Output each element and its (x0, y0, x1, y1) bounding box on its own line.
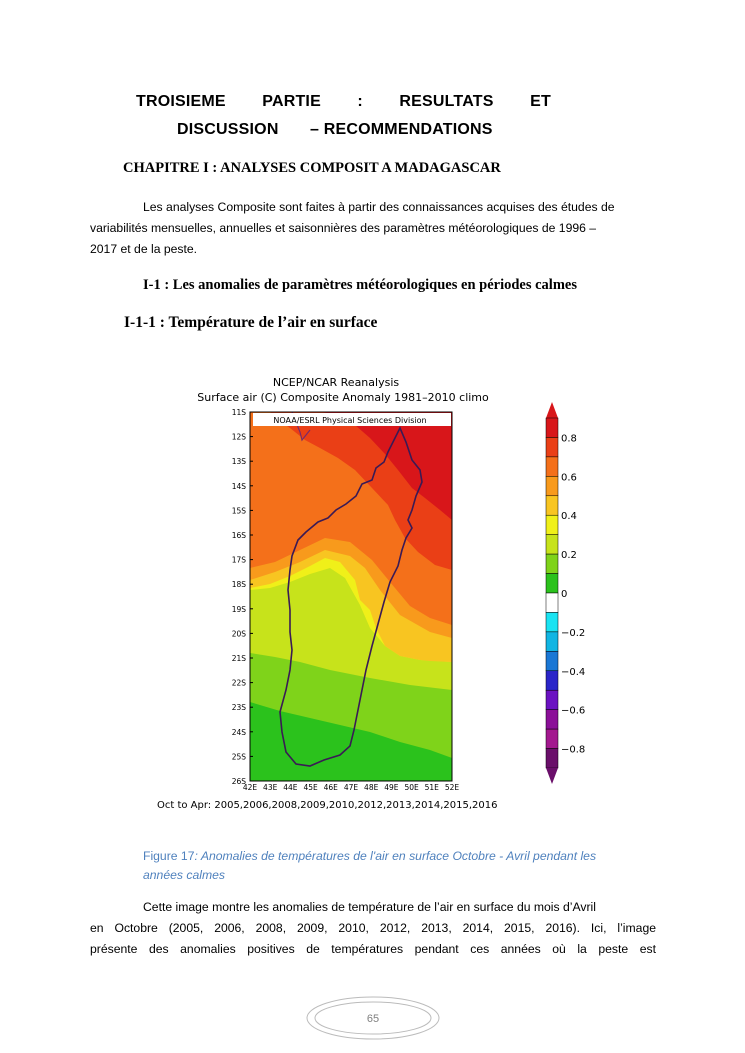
colorbar-top-arrow (546, 402, 558, 418)
figure-title-line1: NCEP/NCAR Reanalysis (272, 376, 400, 389)
colorbar-segment (546, 418, 558, 437)
body-line-2: en Octobre (2005, 2006, 2008, 2009, 2010, 2012, 2013, 2014, 2015, 2016). Ici, l’image (90, 921, 656, 935)
lon-label: 48E (364, 783, 379, 792)
caption-label: Figure 17 (143, 849, 195, 863)
part-heading-line2-left: DISCUSSION (177, 121, 279, 138)
colorbar-segment (546, 729, 558, 748)
colorbar-label: 0 (561, 589, 568, 600)
figure-credit: NOAA/ESRL Physical Sciences Division (273, 416, 427, 425)
lon-label: 44E (283, 783, 298, 792)
colorbar-label: −0.8 (561, 744, 586, 756)
lat-label: 18S (231, 580, 246, 590)
body-line-3: présente des anomalies positives de températures pendant ces années où la peste est (90, 942, 656, 956)
lat-label: 13S (231, 457, 246, 467)
colorbar-label: −0.4 (561, 666, 586, 678)
lat-label: 22S (231, 678, 246, 688)
heading-word-5: ET (530, 93, 551, 110)
heading-word-1: TROISIEME (136, 93, 226, 110)
figure-title-line2: Surface air (C) Composite Anomaly 1981–2010 climo (197, 391, 489, 404)
colorbar-segment (546, 632, 558, 651)
colorbar-segment (546, 457, 558, 476)
lat-label: 24S (231, 727, 246, 737)
heading-word-4: RESULTATS (399, 93, 494, 110)
lon-label: 51E (424, 783, 439, 792)
lat-label: 23S (231, 703, 246, 713)
lat-label: 12S (231, 432, 246, 442)
section-title: I-1 : Les anomalies de paramètres météorologiques en périodes calmes (143, 277, 577, 293)
lat-label: 15S (231, 506, 246, 516)
lat-label: 17S (231, 555, 246, 565)
colorbar-segment (546, 535, 558, 554)
colorbar-segment (546, 593, 558, 612)
figure-caption (143, 847, 663, 885)
colorbar-segment (546, 651, 558, 670)
colorbar-label: 0.6 (561, 472, 577, 484)
chapter-title: CHAPITRE I : ANALYSES COMPOSIT A MADAGASCAR (123, 160, 501, 176)
lat-label: 11S (231, 408, 246, 417)
lat-label: 14S (231, 481, 246, 491)
colorbar-label: 0.8 (561, 433, 577, 445)
lon-label: 52E (444, 783, 460, 792)
intro-line-2: variabilités mensuelles, annuelles et saisonnières des paramètres météorologiques de 1996 – (90, 221, 597, 235)
intro-line-1: Les analyses Composite sont faites à partir des connaissances acquises des études de (143, 200, 615, 214)
map-plot-area (250, 412, 452, 781)
subsection-title: I-1-1 : Température de l’air en surface (124, 314, 378, 331)
colorbar-label: −0.6 (561, 705, 586, 717)
colorbar-segment (546, 690, 558, 709)
colorbar-labels (561, 433, 585, 755)
lat-label: 20S (231, 629, 246, 639)
caption-text-line1: : Anomalies de températures de l'air en surface Octobre - Avril pendant les (194, 849, 597, 863)
lat-label: 25S (231, 752, 246, 762)
part-heading-line2-right: – RECOMMENDATIONS (310, 121, 493, 138)
body-paragraph (90, 897, 656, 960)
colorbar-label: −0.2 (561, 627, 586, 639)
colorbar-segment (546, 437, 558, 456)
lon-label: 45E (303, 783, 318, 792)
anomaly-map-figure (150, 370, 590, 815)
heading-word-2: PARTIE (262, 93, 321, 110)
intro-line-3: 2017 et de la peste. (90, 242, 198, 256)
colorbar-segment (546, 574, 558, 593)
lon-label: 43E (263, 783, 278, 792)
colorbar (546, 402, 558, 784)
lon-label: 46E (323, 783, 338, 792)
longitude-labels (243, 783, 460, 792)
page-number-ornament (305, 995, 441, 1041)
colorbar-bottom-arrow (546, 768, 558, 784)
lat-label: 16S (231, 531, 246, 540)
colorbar-segment (546, 710, 558, 729)
page-number: 65 (366, 1013, 380, 1025)
colorbar-label: 0.4 (561, 511, 577, 523)
heading-word-3: : (357, 93, 363, 110)
lon-label: 50E (404, 783, 419, 792)
colorbar-segment (546, 612, 558, 631)
colorbar-segment (546, 515, 558, 534)
colorbar-segment (546, 554, 558, 573)
lat-label: 26S (231, 777, 246, 786)
caption-text-line2: années calmes (143, 868, 225, 882)
colorbar-segment (546, 749, 558, 768)
lon-label: 47E (343, 783, 359, 792)
intro-paragraph (90, 197, 656, 260)
lon-label: 49E (384, 783, 399, 792)
colorbar-label: 0.2 (561, 550, 577, 562)
colorbar-segment (546, 476, 558, 495)
body-line-1: Cette image montre les anomalies de température de l’air en surface du mois d’Avril (143, 900, 596, 914)
colorbar-segment (546, 671, 558, 690)
colorbar-segment (546, 496, 558, 515)
part-heading-line1 (136, 93, 551, 111)
lat-label: 19S (231, 604, 246, 614)
lon-label: 42E (242, 783, 258, 792)
figure-footer: Oct to Apr: 2005,2006,2008,2009,2010,2012,2013,2014,2015,2016 (157, 800, 498, 811)
lat-label: 21S (231, 654, 246, 663)
